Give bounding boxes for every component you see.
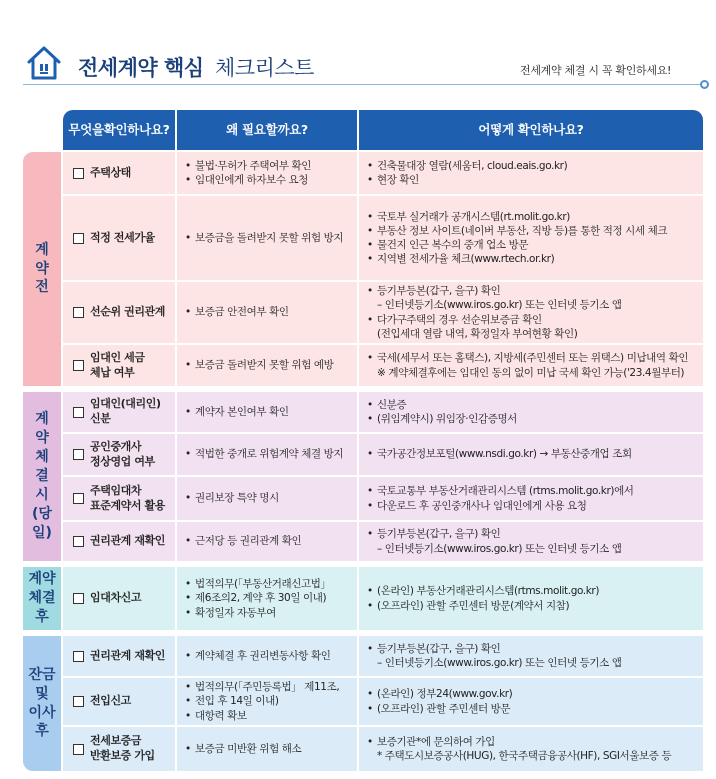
reason-cell <box>177 727 357 771</box>
method-line: * 주택도시보증공사(HUG), 한국주택금융공사(HF), SGI서울보증 등 <box>377 750 672 762</box>
reason-cell <box>177 434 357 475</box>
reason-cell <box>177 477 357 520</box>
checklist-row <box>63 636 703 676</box>
reason-cell <box>177 196 357 280</box>
header-dot <box>700 80 709 89</box>
checklist-item-cell[interactable] <box>63 196 175 280</box>
checklist-item-label <box>90 231 155 246</box>
method-list <box>367 398 517 426</box>
reason-list <box>185 447 343 461</box>
checklist-item-label-line: 표준계약서 활용 <box>90 498 166 512</box>
checklist-item-label-line: 임대인 세금 <box>90 350 145 364</box>
checkbox[interactable] <box>73 593 84 604</box>
phase-label-text: 후 <box>35 608 49 625</box>
method-line: – 인터넷등기소(www.iros.go.kr) 또는 인터넷 등기소 앱 <box>377 542 622 555</box>
reason-line: • 전입 후 14일 이내) <box>185 694 339 708</box>
method-line: • 물건지 인근 복수의 중개 업소 방문 <box>367 238 667 252</box>
phase-label <box>23 636 61 771</box>
reason-cell <box>177 678 357 725</box>
method-line: • (오프라인) 관할 주민센터 방문(계약서 지참) <box>367 599 599 613</box>
phase-label-text: 계 <box>35 411 49 428</box>
checklist-item-cell[interactable] <box>63 345 175 386</box>
method-line: • 국가공간정보포털(www.nsdi.go.kr) → 부동산중개업 조회 <box>367 447 632 461</box>
method-cell <box>359 282 703 343</box>
checklist-item-cell[interactable] <box>63 522 175 561</box>
phase-label-text: 체결 <box>28 590 56 607</box>
reason-list <box>185 405 289 419</box>
checklist-item-label-line: 주택임대차 <box>90 483 142 497</box>
reason-line: • 근저당 등 권리관계 확인 <box>185 534 301 548</box>
reason-list <box>185 534 301 548</box>
method-line: • 다가구주택의 경우 선순위보증금 확인 <box>367 313 622 327</box>
checklist-item-cell[interactable] <box>63 567 175 630</box>
method-line: • 건축물대장 열람(세움터, cloud.eais.go.kr) <box>367 159 567 173</box>
checklist-row <box>63 282 703 343</box>
phase-label-text: (당 <box>32 505 52 522</box>
checklist-item-label <box>90 305 165 320</box>
method-line: • 등기부등본(갑구, 을구) 확인 <box>367 642 622 656</box>
method-line: • 부동산 정보 사이트(네이버 부동산, 직방 등)를 통한 적정 시세 체크 <box>367 224 667 238</box>
phase-label-text: 잔금 <box>28 666 56 683</box>
method-cell <box>359 196 703 280</box>
reason-list <box>185 491 279 505</box>
method-list <box>367 642 622 670</box>
phase-label <box>23 152 61 386</box>
checklist-item-cell[interactable] <box>63 392 175 432</box>
phase-label-text: 결 <box>35 468 49 485</box>
method-cell <box>359 678 703 725</box>
reason-list <box>185 577 331 620</box>
method-line: • (온라인) 부동산거래관리시스템(rtms.molit.go.kr) <box>367 584 599 598</box>
checkbox[interactable] <box>73 360 84 371</box>
checklist-item-label <box>90 440 155 470</box>
checklist-row <box>63 434 703 475</box>
checklist-item-cell[interactable] <box>63 678 175 725</box>
method-line: • 현장 확인 <box>367 173 567 187</box>
checklist-item-label-line: 주택상태 <box>90 165 131 179</box>
page-subtitle: 전세계약 체결 시 꼭 확인하세요! <box>520 64 672 77</box>
method-list <box>367 159 567 187</box>
checkbox[interactable] <box>73 407 84 418</box>
checkbox[interactable] <box>73 744 84 755</box>
method-list <box>367 527 622 555</box>
method-line: • 등기부등본(갑구, 을구) 확인 <box>367 527 622 541</box>
reason-line: • 법적의무(「주민등록법」 제11조, <box>185 680 339 694</box>
checklist-item-label-line: 임대차신고 <box>90 591 142 605</box>
house-icon <box>26 44 62 82</box>
checkbox[interactable] <box>73 449 84 460</box>
method-cell <box>359 727 703 771</box>
method-line: • 국세(세무서 또는 홈택스), 지방세(주민센터 또는 위택스) 미납내역 확인 <box>367 351 688 365</box>
method-line: • (오프라인) 관할 주민센터 방문 <box>367 702 512 716</box>
reason-line: • 권리보장 특약 명시 <box>185 491 279 505</box>
phase-label-text: 전 <box>35 279 49 296</box>
checklist-item-label-line: 공인중개사 <box>90 439 142 453</box>
checklist-row <box>63 727 703 771</box>
method-list <box>367 735 671 763</box>
checklist-item-label <box>90 166 131 181</box>
phase-label-text: 후 <box>35 723 49 740</box>
checklist-row <box>63 392 703 432</box>
checklist-item-cell[interactable] <box>63 636 175 676</box>
page-header <box>0 0 716 100</box>
method-list <box>367 351 688 379</box>
reason-list <box>185 358 333 372</box>
method-line: ※ 계약체결후에는 임대인 동의 없이 미납 국세 확인 가능('23.4월부터) <box>377 366 685 379</box>
method-list <box>367 584 599 612</box>
reason-cell <box>177 567 357 630</box>
phase-label-text: 이사 <box>28 704 56 721</box>
column-header-what-line: 무엇을 <box>68 122 104 138</box>
method-line: • 등기부등본(갑구, 을구) 확인 <box>367 284 622 298</box>
phase-label-text: 계 <box>35 241 49 258</box>
checkbox[interactable] <box>73 651 84 662</box>
checklist-item-label <box>90 351 145 381</box>
method-line: – 인터넷등기소(www.iros.go.kr) 또는 인터넷 등기소 앱 <box>377 657 622 669</box>
column-header-how: 어떻게 확인하나요? <box>359 110 703 150</box>
reason-list <box>185 231 343 245</box>
reason-line: • 보증금 안전여부 확인 <box>185 305 289 319</box>
reason-cell <box>177 152 357 194</box>
checklist-item-label <box>90 534 165 549</box>
phase-label-text: 체 <box>35 449 49 466</box>
reason-cell <box>177 282 357 343</box>
method-list <box>367 687 512 715</box>
method-line: • (위임계약시) 위임장·인감증명서 <box>367 412 517 426</box>
page-title-bold: 전세계약 핵심 <box>78 56 204 80</box>
checklist-item-label-line: 적정 전세가율 <box>90 230 155 244</box>
checkbox[interactable] <box>73 696 84 707</box>
reason-line: • 임대인에게 하자보수 요청 <box>185 173 311 187</box>
checkbox[interactable] <box>73 536 84 547</box>
checklist-item-label-line: 전세보증금 <box>90 734 142 748</box>
checklist-row <box>63 152 703 194</box>
phase-label <box>23 567 61 630</box>
method-line: • 국토부 실거래가 공개시스템(rt.molit.go.kr) <box>367 210 667 224</box>
method-list <box>367 484 634 512</box>
reason-line: • 계약체결 후 권리변동사항 확인 <box>185 649 330 663</box>
reason-list <box>185 742 301 756</box>
checklist-item-label-line: 선순위 권리관계 <box>90 305 166 319</box>
page-title-light: 체크리스트 <box>215 56 314 80</box>
method-line: • 지역별 전세가율 체크(www.rtech.or.kr) <box>367 252 667 266</box>
reason-line: • 보증금을 돌려받지 못할 위험 방지 <box>185 231 343 245</box>
method-line: • (온라인) 정부24(www.gov.kr) <box>367 687 512 701</box>
checklist-item-label-line: 권리관계 재확인 <box>90 534 166 548</box>
method-line: • 신분증 <box>367 398 517 412</box>
checklist-item-cell[interactable] <box>63 477 175 520</box>
checklist-item-label-line: 신분 <box>90 412 111 425</box>
checklist-item-cell[interactable] <box>63 434 175 475</box>
reason-line: • 확정일자 자동부여 <box>185 606 331 620</box>
checklist-item-label-line: 정상영업 여부 <box>90 454 155 468</box>
column-header-why: 왜 필요할까요? <box>177 110 357 150</box>
reason-line: • 제6조의2, 계약 후 30일 이내) <box>185 591 331 605</box>
method-cell <box>359 567 703 630</box>
reason-line: • 불법·무허가 주택여부 확인 <box>185 159 311 173</box>
checklist-item-label-line: 반환보증 가입 <box>90 749 155 762</box>
phase-label <box>23 392 61 561</box>
phase-label-text: 일) <box>32 524 52 541</box>
reason-line: • 대항력 확보 <box>185 709 339 723</box>
checklist-item-label-line: 체납 여부 <box>90 365 135 379</box>
checklist-item-label <box>90 649 165 664</box>
checkbox[interactable] <box>73 493 84 504</box>
checklist-item-label <box>90 484 165 514</box>
checklist-item-cell[interactable] <box>63 727 175 771</box>
checklist-row <box>63 196 703 280</box>
method-line: • 국토교통부 부동산거래관리시스템 (rtms.molit.go.kr)에서 <box>367 484 634 498</box>
phase-label-text: 계약 <box>28 571 56 588</box>
method-cell <box>359 152 703 194</box>
reason-cell <box>177 636 357 676</box>
phase-label-text: 약 <box>35 430 49 447</box>
checklist-row <box>63 345 703 386</box>
checklist-row <box>63 477 703 520</box>
reason-line: • 보증금 돌려받지 못할 위험 예방 <box>185 358 333 372</box>
phase-label-text: 약 <box>35 260 49 277</box>
checkbox[interactable] <box>73 168 84 179</box>
reason-list <box>185 159 311 187</box>
method-list <box>367 210 667 267</box>
reason-line: • 계약자 본인여부 확인 <box>185 405 289 419</box>
checkbox[interactable] <box>73 307 84 318</box>
method-list <box>367 284 622 341</box>
phase-label-text: 시 <box>35 486 49 503</box>
checklist-row <box>63 522 703 561</box>
checklist-item-label-line: 권리관계 재확인 <box>90 648 166 662</box>
reason-line: • 적법한 중개로 위험계약 체결 방지 <box>185 447 343 461</box>
method-cell <box>359 345 703 386</box>
method-cell <box>359 477 703 520</box>
reason-list <box>185 680 339 723</box>
column-header-what <box>63 110 175 150</box>
checklist-item-label-line: 전입신고 <box>90 694 131 708</box>
checklist-row <box>63 567 703 630</box>
reason-line: • 보증금 미반환 위험 해소 <box>185 742 301 756</box>
checklist-item-label <box>90 694 131 709</box>
phase-label-text: 및 <box>35 685 49 702</box>
checklist-item-cell[interactable] <box>63 152 175 194</box>
checklist-item-label <box>90 397 161 427</box>
method-line: • 다운로드 후 공인중개사나 임대인에게 사용 요청 <box>367 499 634 513</box>
header-divider <box>23 84 703 85</box>
reason-line: • 법적의무(「부동산거래신고법」 <box>185 577 331 591</box>
checklist-item-label <box>90 734 155 764</box>
checkbox[interactable] <box>73 233 84 244</box>
method-line: • 보증기관*에 문의하여 가입 <box>367 735 671 749</box>
reason-cell <box>177 345 357 386</box>
column-header-what-line: 확인하나요? <box>103 122 170 138</box>
method-cell <box>359 522 703 561</box>
method-cell <box>359 636 703 676</box>
reason-list <box>185 649 330 663</box>
method-line: (전입세대 열람 내역, 확정일자 부여현황 확인) <box>377 327 578 340</box>
method-cell <box>359 434 703 475</box>
checklist-item-cell[interactable] <box>63 282 175 343</box>
method-line: – 인터넷등기소(www.iros.go.kr) 또는 인터넷 등기소 앱 <box>377 299 622 312</box>
method-cell <box>359 392 703 432</box>
checklist-item-label <box>90 591 141 606</box>
reason-cell <box>177 392 357 432</box>
checklist-row <box>63 678 703 725</box>
method-list <box>367 447 632 461</box>
reason-cell <box>177 522 357 561</box>
checklist-item-label-line: 임대인(대리인) <box>90 397 161 411</box>
reason-list <box>185 305 289 319</box>
